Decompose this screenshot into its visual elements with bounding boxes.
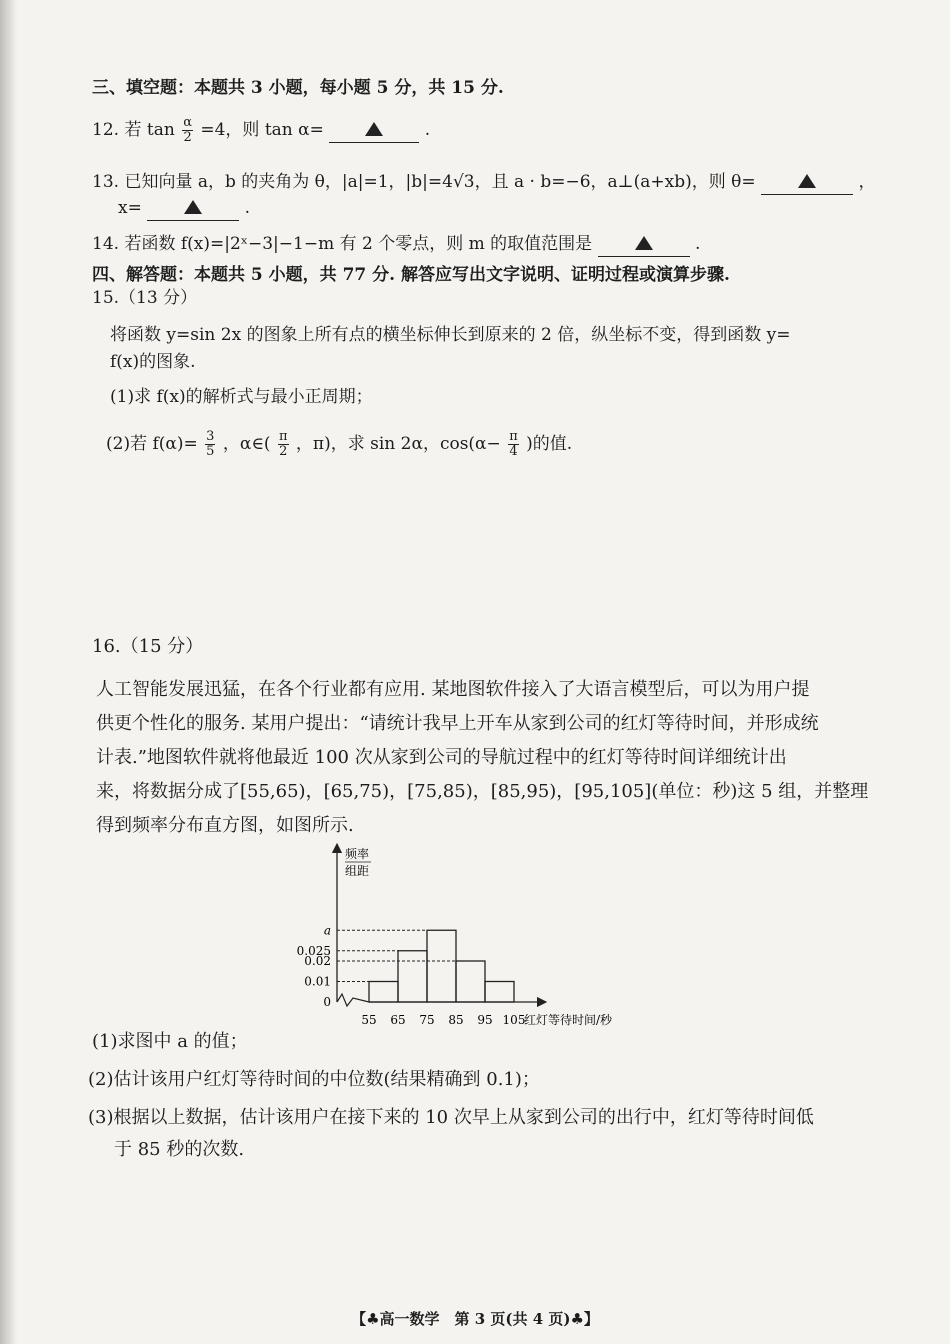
frac-den: 2 <box>279 444 288 459</box>
q16-body-line: 人工智能发展迅猛，在各个行业都有应用. 某地图软件接入了大语言模型后，可以为用户提 <box>96 679 810 700</box>
q12-number: 12. <box>92 120 120 140</box>
q16-body-line: 得到频率分布直方图，如图所示. <box>96 815 354 836</box>
x-tick-label: 75 <box>419 1013 435 1027</box>
q12-pre: 若 tan <box>124 120 175 140</box>
q15-part1: (1)求 f(x)的解析式与最小正周期； <box>110 387 373 407</box>
q14-text: 14. 若函数 f(x)=|2ˣ−3|−1−m 有 2 个零点，则 m 的取值范围是 <box>92 234 593 254</box>
q12-frac-den: 2 <box>183 130 192 145</box>
q12-post: =4，则 tan α= <box>200 120 324 140</box>
triangle-icon <box>635 236 653 250</box>
frac-den: 4 <box>509 444 518 459</box>
q15-frac-pi-2 <box>278 430 289 459</box>
q13-line1-end: ， <box>858 172 876 192</box>
q13-x-label: x= <box>118 198 142 218</box>
x-tick-label: 105 <box>502 1013 526 1027</box>
x-tick-label: 65 <box>390 1013 406 1027</box>
q16-part3-line1: (3)根据以上数据，估计该用户在接下来的 10 次早上从家到公司的出行中，红灯等待时间低 <box>88 1107 814 1128</box>
histogram-bar <box>456 961 485 1002</box>
axis-break-mark <box>337 994 369 1006</box>
y-tick-label: 0.025 <box>296 943 331 958</box>
question-13-line1 <box>92 170 875 195</box>
q15-frac-pi-4 <box>508 430 519 459</box>
section3-title: 三、填空题：本题共 3 小题，每小题 5 分，共 15 分. <box>92 78 504 98</box>
q16-part2: (2)估计该用户红灯等待时间的中位数(结果精确到 0.1)； <box>88 1069 540 1090</box>
q12-end: . <box>424 120 431 140</box>
q16-body <box>96 673 896 843</box>
page-footer: 【♣高一数学 第 3 页(共 4 页)♣】 <box>351 1310 599 1328</box>
frac-num: π <box>509 429 518 444</box>
q15-part2-b: ，α∈( <box>222 434 271 454</box>
question-13-line2 <box>118 196 250 221</box>
section4-title: 四、解答题：本题共 5 小题，共 77 分. 解答应写出文字说明、证明过程或演算步骤. <box>92 265 730 285</box>
histogram-bar <box>485 982 514 1003</box>
q15-header: 15.（13 分） <box>92 288 198 308</box>
q16-part3-line2: 于 85 秒的次数. <box>114 1139 245 1160</box>
triangle-icon <box>798 174 816 188</box>
frac-num: 3 <box>206 429 215 444</box>
x-tick-label: 85 <box>448 1013 464 1027</box>
q13-x-blank[interactable] <box>147 196 239 221</box>
y-axis-label-bottom: 组距 <box>345 864 370 878</box>
q12-fraction <box>182 116 193 145</box>
y-tick-label: 0 <box>323 995 331 1009</box>
q12-answer-blank[interactable] <box>329 118 419 143</box>
q13-line2-end: . <box>244 198 251 218</box>
y-axis-label-top: 频率 <box>345 847 370 861</box>
page-edge-shadow <box>0 0 18 1344</box>
x-tick-label: 95 <box>477 1013 493 1027</box>
frac-num: π <box>278 429 288 444</box>
question-14 <box>92 232 700 257</box>
triangle-icon <box>184 200 202 214</box>
q15-line2: f(x)的图象. <box>110 352 196 372</box>
y-tick-label: 0.02 <box>304 954 331 968</box>
q15-frac-3-5 <box>205 430 215 459</box>
q15-part2-c: ，π)，求 sin 2α，cos(α− <box>295 434 501 454</box>
y-tick-label: a <box>323 923 331 938</box>
x-axis-label: 红灯等待时间/秒 <box>524 1013 613 1027</box>
q13-theta-blank[interactable] <box>761 170 853 195</box>
question-12 <box>92 116 430 145</box>
q12-frac-num: α <box>183 115 192 130</box>
q16-part1: (1)求图中 a 的值； <box>92 1031 248 1052</box>
histogram-bar <box>369 982 398 1003</box>
q15-part2-d: )的值. <box>526 434 573 454</box>
q16-body-line: 计表.”地图软件就将他最近 100 次从家到公司的导航过程中的红灯等待时间详细统计出 <box>96 747 787 768</box>
q15-part2-a: (2)若 f(α)= <box>106 434 198 454</box>
triangle-icon <box>365 122 383 136</box>
q16-body-line: 供更个性化的服务. 某用户提出：“请统计我早上开车从家到公司的红灯等待时间，并形成统 <box>96 713 819 734</box>
y-tick-label: 0.01 <box>304 974 331 989</box>
frequency-histogram <box>285 840 665 1040</box>
histogram-bar <box>398 951 427 1002</box>
histogram-bar <box>427 930 456 1002</box>
q15-line1: 将函数 y=sin 2x 的图象上所有点的横坐标伸长到原来的 2 倍，纵坐标不变，得到函数 y= <box>110 325 791 345</box>
x-tick-label: 55 <box>361 1013 377 1027</box>
q13-text: 13. 已知向量 a，b 的夹角为 θ，|a|=1，|b|=4√3，且 a · b=−6，a⊥(a+xb)，则 θ= <box>92 172 756 192</box>
q15-part2 <box>106 430 572 459</box>
q14-answer-blank[interactable] <box>598 232 690 257</box>
frac-den: 5 <box>206 444 215 459</box>
q14-end: . <box>694 234 701 254</box>
q16-header: 16.（15 分） <box>92 636 204 657</box>
q16-body-line: 来，将数据分成了[55,65)，[65,75)，[75,85)，[85,95)，[95,105](单位：秒)这 5 组，并整理 <box>96 781 869 802</box>
